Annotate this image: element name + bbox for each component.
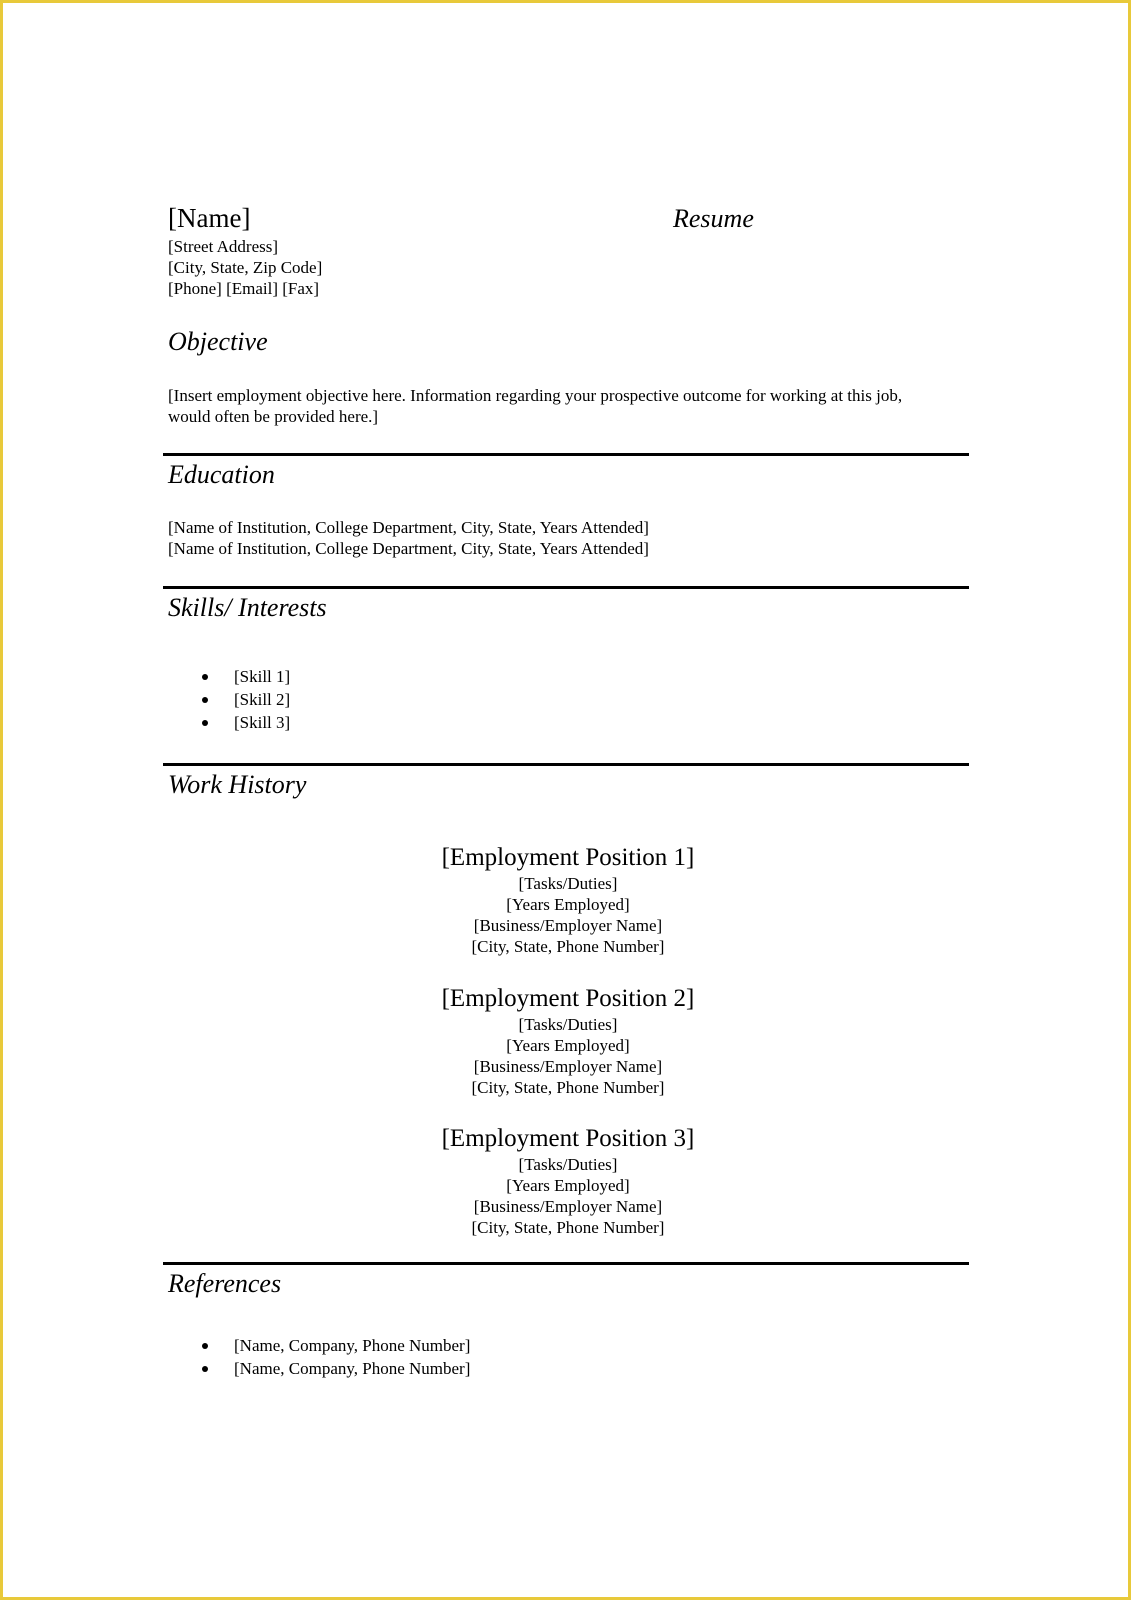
education-list: [168, 517, 968, 559]
references-title: References: [168, 1269, 282, 1298]
reference-item: [168, 1357, 470, 1380]
job-tasks: [Tasks/Duties]: [518, 874, 618, 893]
bullet-icon: [202, 720, 208, 726]
bullet-icon: [202, 697, 208, 703]
objective-title: Objective: [168, 327, 268, 356]
section-divider: [163, 763, 969, 766]
contact-block: [168, 236, 322, 299]
bullet-icon: [202, 1366, 208, 1372]
education-title: Education: [168, 460, 275, 489]
section-divider: [163, 586, 969, 589]
skill-text: [Skill 2]: [234, 690, 291, 709]
skill-text: [Skill 3]: [234, 713, 291, 732]
job-years: [Years Employed]: [506, 1176, 630, 1195]
work-history-title: Work History: [168, 770, 307, 799]
job-employer: [Business/Employer Name]: [473, 916, 663, 935]
city-state-zip: [City, State, Zip Code]: [168, 258, 323, 277]
section-divider: [163, 1262, 969, 1265]
skill-item: [168, 711, 290, 734]
job-location: [City, State, Phone Number]: [471, 1218, 665, 1237]
job-entry: [168, 1124, 968, 1238]
objective-text-line: [Insert employment objective here. Information regarding your prospective outcome for working at this job,: [168, 386, 903, 405]
education-entry: [Name of Institution, College Department, City, State, Years Attended]: [168, 518, 649, 537]
job-position: [Employment Position 2]: [441, 985, 695, 1012]
skills-list: [168, 665, 290, 734]
reference-item: [168, 1334, 470, 1357]
job-employer: [Business/Employer Name]: [473, 1197, 663, 1216]
reference-text: [Name, Company, Phone Number]: [234, 1336, 471, 1355]
job-position: [Employment Position 1]: [441, 844, 695, 871]
skill-item: [168, 665, 290, 688]
bullet-icon: [202, 1343, 208, 1349]
section-divider: [163, 453, 969, 456]
document-label: Resume: [673, 204, 754, 233]
applicant-name: [Name]: [168, 203, 251, 233]
job-years: [Years Employed]: [506, 1036, 630, 1055]
references-list: [168, 1334, 470, 1380]
phone-email-fax: [Phone] [Email] [Fax]: [168, 279, 320, 298]
job-years: [Years Employed]: [506, 895, 630, 914]
reference-text: [Name, Company, Phone Number]: [234, 1359, 471, 1378]
job-location: [City, State, Phone Number]: [471, 1078, 665, 1097]
objective-text-line: would often be provided here.]: [168, 407, 379, 426]
job-location: [City, State, Phone Number]: [471, 937, 665, 956]
skill-text: [Skill 1]: [234, 667, 291, 686]
job-tasks: [Tasks/Duties]: [518, 1015, 618, 1034]
education-entry: [Name of Institution, College Department, City, State, Years Attended]: [168, 539, 649, 558]
objective-text: [168, 385, 968, 427]
job-employer: [Business/Employer Name]: [473, 1057, 663, 1076]
job-tasks: [Tasks/Duties]: [518, 1155, 618, 1174]
job-entry: [168, 984, 968, 1098]
skills-title: Skills/ Interests: [168, 593, 327, 622]
job-position: [Employment Position 3]: [441, 1125, 695, 1152]
skill-item: [168, 688, 290, 711]
street-address: [Street Address]: [168, 237, 279, 256]
job-entry: [168, 843, 968, 957]
bullet-icon: [202, 674, 208, 680]
